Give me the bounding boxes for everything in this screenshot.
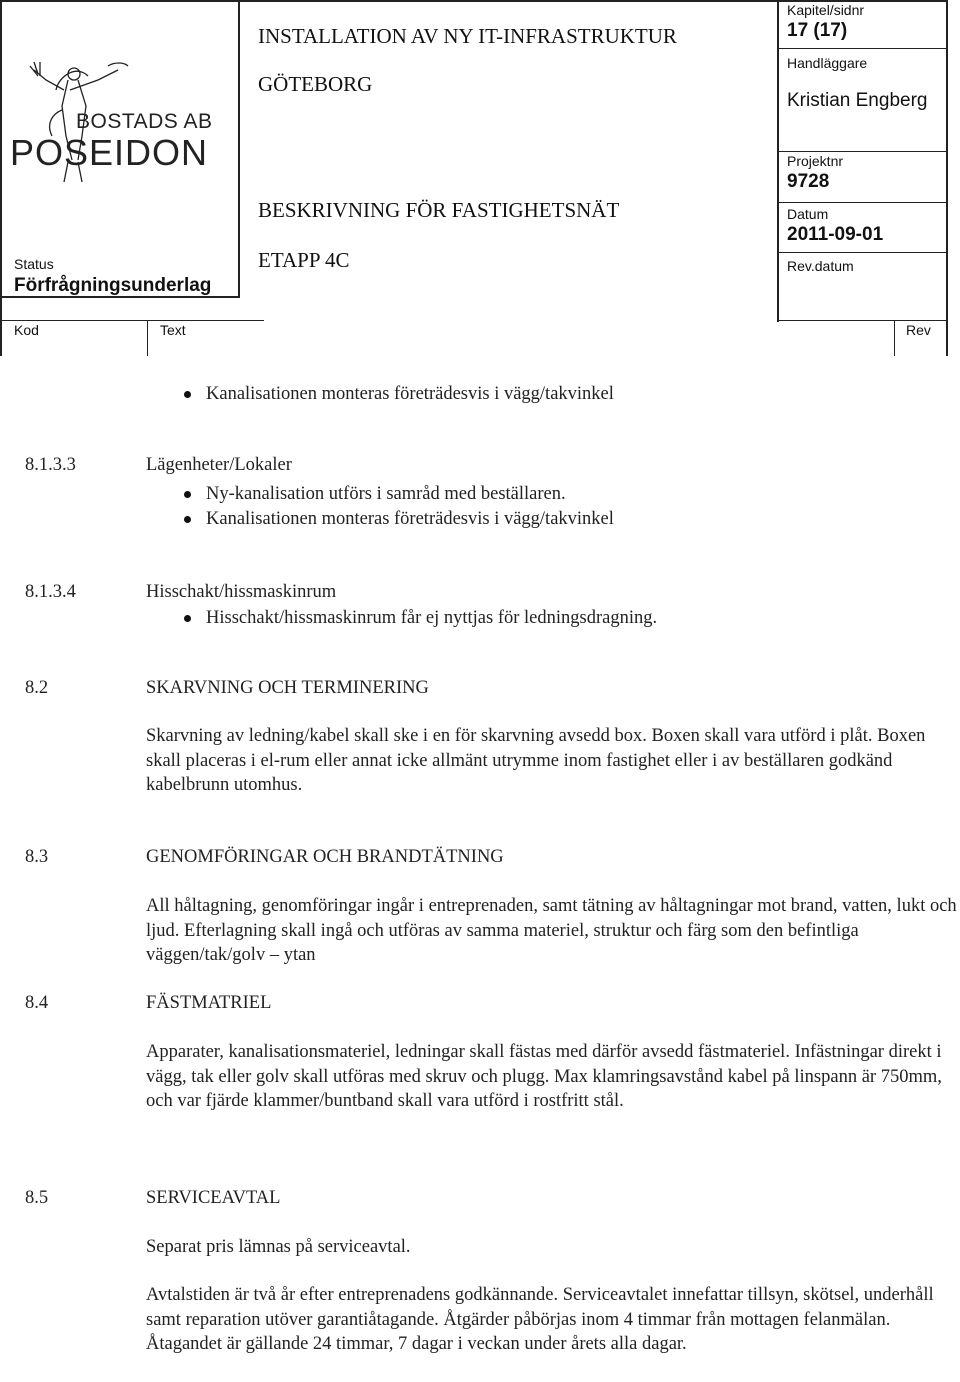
section-number: 8.1.3.4 xyxy=(25,582,76,602)
header-row-line xyxy=(777,151,947,152)
section-number: 8.5 xyxy=(25,1188,49,1208)
status-value: Förfrågningsunderlag xyxy=(14,275,212,296)
document-subtitle-line2: ETAPP 4C xyxy=(258,248,350,272)
section-title: Lägenheter/Lokaler xyxy=(146,455,292,475)
logo-line1: BOSTADS AB xyxy=(76,110,213,133)
section-number: 8.2 xyxy=(25,678,49,698)
column-kod-label: Kod xyxy=(14,322,39,338)
header-left-border xyxy=(0,0,2,356)
column-text-label: Text xyxy=(160,322,186,338)
bullet-icon xyxy=(184,516,191,523)
section-number: 8.4 xyxy=(25,993,49,1013)
section-title: GENOMFÖRINGAR OCH BRANDTÄTNING xyxy=(146,847,504,867)
logo-line2: POSEIDON xyxy=(10,132,209,173)
header-divider-1 xyxy=(238,0,240,297)
section-number: 8.1.3.3 xyxy=(25,455,76,475)
document-title-line2: GÖTEBORG xyxy=(258,72,373,96)
document-subtitle-line1: BESKRIVNING FÖR FASTIGHETSNÄT xyxy=(258,198,620,222)
header-row-line xyxy=(777,320,948,321)
status-label: Status xyxy=(14,256,54,272)
list-item-text: Kanalisationen monteras företrädesvis i vägg/takvinkel xyxy=(206,509,614,529)
column-divider xyxy=(894,320,895,356)
list-item-text: Ny-kanalisation utförs i samråd med beställaren. xyxy=(206,484,566,504)
project-value: 9728 xyxy=(787,171,830,192)
header-row-line xyxy=(777,202,947,203)
date-label: Datum xyxy=(787,206,829,222)
list-item-text: Hisschakt/hissmaskinrum får ej nyttjas för ledningsdragning. xyxy=(206,608,658,628)
section-title: FÄSTMATRIEL xyxy=(146,993,272,1013)
date-value: 2011-09-01 xyxy=(787,224,884,245)
column-divider xyxy=(147,320,148,356)
section-title: SKARVNING OCH TERMINERING xyxy=(146,678,429,698)
section-paragraph: Avtalstiden är två år efter entreprenadens godkännande. Serviceavtalet innefattar tillsyn, skötsel, underhåll samt reparation utöver garantiåtagande. Åtgärder påbörjas inom 4 timmar från mottagen felanmälan. Åtagandet är gällande 24 timmar, 7 dagar i veckan under årets alla dagar. xyxy=(146,1285,934,1354)
chapter-value: 17 (17) xyxy=(787,20,848,41)
section-title: SERVICEAVTAL xyxy=(146,1188,281,1208)
list-item-text: Kanalisationen monteras företrädesvis i vägg/takvinkel xyxy=(206,384,614,404)
chapter-label: Kapitel/sidnr xyxy=(787,2,865,18)
handler-value: Kristian Engberg xyxy=(787,90,928,111)
section-paragraph: Separat pris lämnas på serviceavtal. xyxy=(146,1237,411,1257)
header-row-line xyxy=(777,48,947,49)
section-paragraph: All håltagning, genomföringar ingår i entreprenaden, samt tätning av håltagningar mot brand, vatten, lukt och ljud. Efterlagning skall ingå och utföras av samma materiel, struktur och färg som den befintliga väggen/tak/golv – ytan xyxy=(146,896,957,965)
header-row-line xyxy=(0,320,264,321)
project-label: Projektnr xyxy=(787,153,844,169)
section-paragraph: Apparater, kanalisationsmateriel, ledningar skall fästas med därför avsedd fästmateriel. Infästningar direkt i vägg, tak eller golv skall utföras med skruv och plugg. Max klamringsavstånd kabel på linspann är 750mm, och var fjärde klammer/buntband skall vara utförd i rostfritt stål. xyxy=(146,1042,942,1111)
handler-label: Handläggare xyxy=(787,55,868,71)
header-right-border xyxy=(946,0,948,356)
bullet-icon xyxy=(184,391,191,398)
section-number: 8.3 xyxy=(25,847,49,867)
bullet-icon xyxy=(184,491,191,498)
revdate-label: Rev.datum xyxy=(787,258,854,274)
document-title-line1: INSTALLATION AV NY IT-INFRASTRUKTUR xyxy=(258,24,677,48)
company-logo xyxy=(8,50,228,190)
column-rev-label: Rev xyxy=(906,322,931,338)
header-row-line xyxy=(777,252,947,253)
section-title: Hisschakt/hissmaskinrum xyxy=(146,582,337,602)
section-paragraph: Skarvning av ledning/kabel skall ske i en för skarvning avsedd box. Boxen skall vara utförd i plåt. Boxen skall placeras i el-rum eller annat icke allmänt utrymme inom fastighet eller i av beställaren godkänd kabelbrunn utomhus. xyxy=(146,726,926,795)
bullet-icon xyxy=(184,615,191,622)
